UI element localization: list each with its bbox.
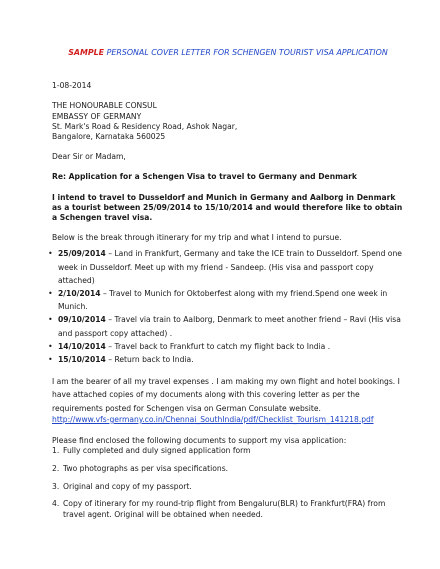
title-sample-tag: SAMPLE <box>68 48 105 57</box>
intro-paragraph: I intend to travel to Dusseldorf and Munich in Germany and Aalborg in Denmark as a tourist between 25/09/2014 to 15/10/2014 and would therefore like to obtain a Schengen travel visa. <box>52 192 403 223</box>
document-item <box>52 446 404 456</box>
bullet-icon: • <box>48 249 53 259</box>
document-text: Fully completed and duly signed application form <box>63 446 251 456</box>
subject-line: Re: Application for a Schengen Visa to travel to Germany and Denmark <box>52 172 357 182</box>
itinerary-list <box>48 247 404 366</box>
itinerary-text: – Land in Frankfurt, Germany and take the ICE train to Dusseldorf. Spend one week in Dusseldorf. Meet up with my friend - Sandeep. (His visa and passport copy attached) <box>58 249 402 285</box>
checklist-link[interactable]: http://www.vfs-germany.co.in/Chennai_SouthIndia/pdf/Checklist_Tourism_141218.pdf <box>52 414 374 424</box>
documents-list <box>52 446 404 520</box>
letter-date: 1-08-2014 <box>52 81 92 91</box>
document-item <box>52 464 404 474</box>
bearer-paragraph: I am the bearer of all my travel expenses . I am making my own flight and hotel bookings. I have attached copies of my documents along with this covering letter as per the requirements posted for Schengen visa on German Consulate website. <box>52 377 400 413</box>
bullet-icon: • <box>48 289 53 299</box>
itinerary-text: – Travel to Munich for Oktoberfest along with my friend.Spend one week in Munich. <box>58 289 388 312</box>
bullet-icon: • <box>48 355 53 365</box>
salutation: Dear Sir or Madam, <box>52 152 126 162</box>
documents-intro: Please find enclosed the following documents to support my visa application: <box>52 436 347 446</box>
itinerary-item <box>48 287 404 313</box>
itinerary-date: 25/09/2014 <box>58 249 106 259</box>
itinerary-text: – Travel back to Frankfurt to catch my flight back to India . <box>105 341 331 351</box>
address-line: THE HONOURABLE CONSUL <box>52 101 157 111</box>
itinerary-item <box>48 340 404 353</box>
bullet-icon: • <box>48 341 53 351</box>
letter-title <box>52 48 404 58</box>
document-number: 2. <box>52 463 60 473</box>
itinerary-item <box>48 353 404 366</box>
document-item <box>52 499 404 519</box>
recipient-address <box>52 101 404 142</box>
itinerary-item <box>48 247 404 287</box>
address-line: EMBASSY OF GERMANY <box>52 111 142 121</box>
document-text: Two photographs as per visa specifications. <box>63 463 229 473</box>
itinerary-intro: Below is the break through itinerary for my trip and what I intend to pursue. <box>52 233 342 243</box>
itinerary-date: 2/10/2014 <box>58 289 101 299</box>
document-item <box>52 482 404 492</box>
title-text: PERSONAL COVER LETTER FOR SCHENGEN TOURIST VISA APPLICATION <box>104 48 388 57</box>
document-text: Original and copy of my passport. <box>63 481 192 491</box>
document-text: Copy of itinerary for my round-trip flight from Bengaluru(BLR) to Frankfurt(FRA) from travel agent. Original will be obtained when needed. <box>63 499 386 519</box>
address-line: Bangalore, Karnataka 560025 <box>52 132 166 142</box>
itinerary-text: – Travel via train to Aalborg, Denmark to meet another friend – Ravi (His visa and passport copy attached) . <box>58 315 401 338</box>
itinerary-date: 14/10/2014 <box>58 341 106 351</box>
itinerary-item <box>48 313 404 339</box>
itinerary-date: 15/10/2014 <box>58 355 106 365</box>
document-number: 4. <box>52 499 60 509</box>
bullet-icon: • <box>48 315 53 325</box>
itinerary-date: 09/10/2014 <box>58 315 106 325</box>
document-number: 1. <box>52 446 60 456</box>
address-line: St. Mark's Road & Residency Road, Ashok Nagar, <box>52 121 238 131</box>
document-number: 3. <box>52 481 60 491</box>
itinerary-text: – Return back to India. <box>105 355 194 365</box>
